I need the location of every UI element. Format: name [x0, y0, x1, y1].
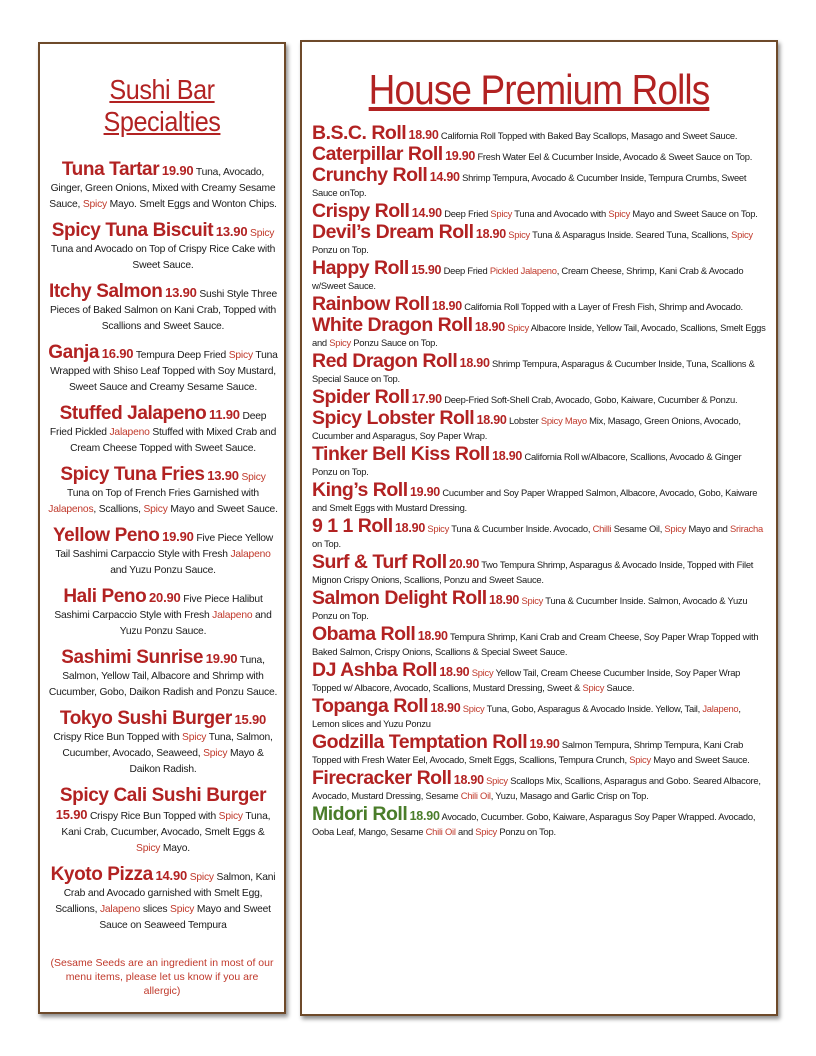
item-price: 19.90 [529, 737, 560, 751]
right-section-title: House Premium Rolls [368, 66, 710, 113]
item-description: Mayo and [686, 523, 730, 534]
item-name: Ganja [48, 342, 100, 363]
item-name: B.S.C. Roll [312, 122, 407, 144]
spicy-highlight: Spicy [490, 208, 513, 219]
spicy-highlight: Spicy [218, 811, 243, 822]
item-price: 19.90 [445, 149, 476, 163]
item-price: 15.90 [411, 263, 442, 277]
item-price: 20.90 [448, 557, 480, 571]
item-name: Hali Peno [63, 586, 147, 607]
spicy-highlight: Spicy [471, 667, 494, 678]
menu-item [312, 695, 768, 731]
item-description: Ponzu Sauce on Top. [350, 337, 438, 348]
item-description: Five Piece Halibut Sashimi Carpaccio Style with Fresh [54, 594, 263, 621]
item-price: 13.90 [207, 468, 239, 483]
item-name: Spider Roll [312, 386, 410, 408]
item-description: Tuna & Cucumber Inside. Avocado, [449, 523, 593, 534]
item-name: Happy Roll [312, 257, 409, 279]
right-menu-list [302, 122, 776, 839]
item-name: Sashimi Sunrise [61, 647, 204, 668]
item-name: Spicy Lobster Roll [312, 407, 475, 429]
menu-item [312, 386, 768, 408]
menu-item [48, 281, 278, 335]
spicy-highlight: Spicy [228, 350, 253, 361]
menu-item [312, 767, 768, 803]
item-name: King’s Roll [312, 479, 408, 501]
item-price: 19.90 [205, 651, 238, 666]
item-name: 9 1 1 Roll [312, 515, 393, 537]
item-name: Firecracker Roll [312, 767, 452, 789]
item-description: Mayo. [160, 843, 190, 854]
item-description: Scallops Mix, Scallions, Asparagus and Gobo. Seared Albacore, Avocado, Mustard Dressing, Sesame [312, 775, 761, 801]
item-description: Tuna, Salmon, Cucumber, Avocado, Seaweed, [62, 732, 273, 759]
menu-item [312, 587, 768, 623]
item-name: Kyoto Pizza [50, 864, 153, 885]
menu-item [48, 403, 278, 457]
item-price: 19.90 [409, 485, 440, 499]
spicy-highlight: Spicy [82, 199, 108, 210]
spicy-highlight: Spicy [664, 523, 687, 534]
item-description: Two Tempura Shrimp, Asparagus & Avocado Inside, Topped with Filet Mignon Crispy Onions, Scallions, Ponzu and Sweet Sauce. [312, 559, 754, 585]
item-price: 15.90 [234, 712, 267, 727]
item-description: Tuna, Salmon, Yellow Tail, Albacore and Shrimp with Cucumber, Gobo, Daikon Radish and Ponzu Sauce. [48, 655, 278, 698]
item-description: Tuna, Gobo, Asparagus & Avocado Inside. Yellow, Tail, [484, 703, 703, 714]
allergy-note: (Sesame Seeds are an ingredient in most of our menu items, please let us know if you are allergic) [50, 957, 274, 997]
spicy-highlight: Spicy [250, 228, 275, 239]
item-price: 18.90 [492, 449, 523, 463]
item-price: 18.90 [459, 356, 490, 370]
item-price: 13.90 [165, 285, 197, 300]
item-description: Sushi Style Three Pieces of Baked Salmon on Kani Crab, Topped with Scallions and Sweet Sauce. [49, 289, 278, 332]
menu-item [48, 785, 278, 857]
menu-item [312, 164, 768, 200]
item-description: Tuna & Asparagus Inside. Seared Tuna, Scallions, [529, 229, 732, 240]
menu-item [48, 864, 278, 934]
spicy-highlight: Chili Oil [425, 826, 456, 837]
spicy-highlight: Jalapeno [702, 703, 739, 714]
item-name: Godzilla Temptation Roll [312, 731, 528, 753]
item-price: 18.90 [453, 773, 484, 787]
menu-item [312, 479, 768, 515]
item-price: 18.90 [489, 593, 520, 607]
item-price: 18.90 [430, 701, 461, 715]
item-description: and Yuzu Ponzu Sauce. [110, 565, 216, 576]
item-description: Crispy Rice Bun Topped with [53, 732, 183, 743]
item-description: Mayo & Daikon Radish. [129, 748, 264, 775]
item-description: Sauce. [604, 682, 635, 693]
item-description: Mayo and Sweet Sauce on Top. [630, 208, 758, 219]
spicy-highlight: Spicy [486, 775, 508, 786]
item-name: Surf & Turf Roll [312, 551, 447, 573]
item-description: , Lemon slices and Yuzu Ponzu [312, 703, 741, 729]
item-description: Tuna and Avocado with [512, 208, 609, 219]
menu-item [312, 200, 768, 222]
spicy-highlight: Spicy [241, 472, 266, 483]
item-description: Mix, Masago, Green Onions, Avocado, Cucumber and Asparagus, Soy Paper Wrap. [312, 415, 741, 441]
item-price: 18.90 [431, 299, 462, 313]
item-description: Fresh Water Eel & Cucumber Inside, Avocado & Sweet Sauce on Top. [477, 151, 753, 162]
item-price: 18.90 [439, 665, 470, 679]
spicy-highlight: Chilli [592, 523, 612, 534]
item-description: Tempura Shrimp, Kani Crab and Cream Cheese, Soy Paper Wrap Topped with Baked Salmon, Crispy Onions, Scallions & Special Sweet Sauce. [312, 631, 759, 657]
item-description: Tuna, Avocado, Ginger, Green Onions, Mixed with Creamy Sesame Sauce, [49, 167, 276, 210]
menu-item [48, 586, 278, 640]
item-description: Avocado, Cucumber. Gobo, Kaiware, Asparagus Soy Paper Wrapped. Avocado, Ooba Leaf, Mango, Sesame [312, 811, 756, 837]
item-description: Albacore Inside, Yellow Tail, Avocado, Scallions, Smelt Eggs and [312, 322, 766, 348]
spicy-highlight: Jalapeno [109, 427, 150, 438]
item-name: Caterpillar Roll [312, 143, 443, 165]
spicy-highlight: Pickled Jalapeno [489, 265, 557, 276]
menu-item [48, 525, 278, 579]
item-description: Stuffed with Mixed Crab and Cream Cheese Topped with Sweet Sauce. [70, 427, 277, 454]
item-name: Tinker Bell Kiss Roll [312, 443, 490, 465]
item-description: Ponzu on Top. [312, 244, 369, 255]
menu-item [48, 159, 278, 213]
menu-item [48, 342, 278, 396]
spicy-highlight: Sriracha [730, 523, 763, 534]
menu-item [312, 314, 768, 350]
item-price: 18.90 [474, 320, 505, 334]
item-price: 19.90 [162, 529, 194, 544]
item-name: Tuna Tartar [61, 159, 160, 180]
item-description: slices [140, 904, 171, 915]
item-name: Stuffed Jalapeno [59, 403, 207, 424]
item-name: Spicy Cali Sushi Burger [59, 785, 267, 806]
spicy-highlight: Spicy [731, 229, 753, 240]
item-description: Tuna & Cucumber Inside. Salmon, Avocado & Yuzu Ponzu on Top. [312, 595, 748, 621]
item-description: and Yuzu Ponzu Sauce. [119, 610, 272, 637]
spicy-highlight: Jalapeno [230, 549, 271, 560]
item-price: 19.90 [161, 163, 194, 178]
item-price: 15.90 [55, 807, 88, 822]
spicy-highlight: Spicy [136, 843, 161, 854]
item-price: 18.90 [475, 227, 506, 241]
item-description: Tuna and Avocado on Top of Crispy Rice Cake with Sweet Sauce. [50, 244, 276, 271]
item-name: White Dragon Roll [312, 314, 473, 336]
menu-item [312, 551, 768, 587]
item-name: Crispy Roll [312, 200, 410, 222]
item-description: Deep-Fried Soft-Shell Crab, Avocado, Gobo, Kaiware, Cucumber & Ponzu. [444, 394, 738, 405]
menu-item [312, 257, 768, 293]
item-name: DJ Ashba Roll [312, 659, 437, 681]
menu-item [312, 803, 768, 839]
item-name: Midori Roll [312, 803, 408, 825]
item-description: Tuna Wrapped with Shiso Leaf Topped with Soy Mustard, Sweet Sauce and Creamy Sesame Sauce. [50, 350, 278, 393]
item-description: Salmon Tempura, Shrimp Tempura, Kani Crab Topped with Fresh Water Eel, Avocado, Smelt Eggs, Scallions, Tempura Crunch, [312, 739, 744, 765]
spicy-highlight: Chili Oil [460, 790, 491, 801]
item-name: Obama Roll [312, 623, 416, 645]
item-name: Tokyo Sushi Burger [59, 708, 232, 729]
item-price: 16.90 [101, 346, 134, 361]
item-description: California Roll Topped with Baked Bay Scallops, Masago and Sweet Sauce. [440, 130, 738, 141]
item-name: Spicy Tuna Fries [60, 464, 205, 485]
item-price: 20.90 [149, 590, 181, 605]
spicy-highlight: Spicy [462, 703, 485, 714]
menu-item [312, 659, 768, 695]
item-price: 13.90 [215, 224, 248, 239]
item-price: 14.90 [411, 206, 442, 220]
item-price: 17.90 [411, 392, 442, 406]
item-description: Deep Fried [443, 265, 490, 276]
item-description: Mayo and Sweet Sauce. [167, 504, 278, 515]
item-name: Yellow Peno [52, 525, 160, 546]
spicy-highlight: Spicy [507, 322, 529, 333]
left-section-title: Sushi Bar Specialties [103, 74, 221, 137]
menu-item [312, 221, 768, 257]
item-description: , Scallions, [93, 504, 144, 515]
menu-item [48, 220, 278, 274]
item-name: Itchy Salmon [48, 281, 163, 302]
spicy-highlight: Spicy [608, 208, 631, 219]
spicy-highlight: Jalapenos [48, 504, 94, 515]
menu-item [312, 143, 768, 165]
item-description: California Roll Topped with a Layer of Fresh Fish, Shrimp and Avocado. [464, 301, 743, 312]
item-name: Red Dragon Roll [312, 350, 458, 372]
menu-item [48, 647, 278, 701]
item-price: 11.90 [209, 407, 240, 422]
item-description: Salmon, Kani Crab and Avocado garnished with Smelt Egg, Scallions, [55, 872, 276, 915]
item-description: Deep Fried [444, 208, 491, 219]
item-price: 18.90 [476, 413, 507, 427]
menu-item [312, 293, 768, 315]
item-description: Ponzu on Top. [496, 826, 556, 837]
item-price: 18.90 [394, 521, 426, 535]
item-name: Salmon Delight Roll [312, 587, 487, 609]
item-description: Tuna on Top of French Fries Garnished with [67, 488, 259, 499]
spicy-highlight: Spicy [508, 229, 530, 240]
spicy-highlight: Spicy Mayo [540, 415, 587, 426]
menu-item [312, 443, 768, 479]
item-description: , Cream Cheese, Shrimp, Kani Crab & Avocado w/Sweet Sauce. [312, 265, 744, 291]
item-description: Shrimp Tempura, Asparagus & Cucumber Inside, Tuna, Scallions & Special Sauce on Top. [312, 358, 755, 384]
item-name: Rainbow Roll [312, 293, 430, 315]
item-name: Topanga Roll [312, 695, 429, 717]
spicy-highlight: Spicy [189, 872, 214, 883]
item-description: California Roll w/Albacore, Scallions, Avocado & Ginger Ponzu on Top. [312, 451, 742, 477]
item-price: 18.90 [408, 128, 439, 142]
menu-item [312, 350, 768, 386]
item-description: and [455, 826, 476, 837]
left-menu-list [40, 159, 284, 934]
spicy-highlight: Spicy [629, 754, 651, 765]
menu-item [312, 623, 768, 659]
menu-item [312, 731, 768, 767]
menu-item [48, 708, 278, 778]
item-description: Yellow Tail, Cream Cheese Cucumber Inside, Soy Paper Wrap Topped w/ Albacore, Avocado, Scallions, Mustard Dressing, Sweet & [312, 667, 741, 693]
item-description: Mayo. Smelt Eggs and Wonton Chips. [107, 199, 277, 210]
spicy-highlight: Spicy [170, 904, 195, 915]
item-description: Crispy Rice Bun Topped with [89, 811, 219, 822]
item-name: Crunchy Roll [312, 164, 428, 186]
item-description: Mayo and Sweet Sauce. [650, 754, 750, 765]
item-price: 14.90 [155, 868, 188, 883]
spicy-highlight: Jalapeno [99, 904, 141, 915]
item-description: Deep Fried Pickled [49, 411, 267, 438]
item-price: 18.90 [417, 629, 448, 643]
spicy-highlight: Spicy [427, 523, 450, 534]
spicy-highlight: Spicy [143, 504, 168, 515]
item-description: Tempura Deep Fried [135, 350, 229, 361]
spicy-highlight: Spicy [203, 748, 228, 759]
item-description: Shrimp Tempura, Avocado & Cucumber Inside, Tempura Crumbs, Sweet Sauce onTop. [312, 172, 747, 198]
item-price: 14.90 [429, 170, 460, 184]
spicy-highlight: Spicy [582, 682, 605, 693]
item-description: , Yuzu, Masago and Garlic Crisp on Top. [490, 790, 649, 801]
spicy-highlight: Spicy [475, 826, 497, 837]
menu-item [312, 122, 768, 144]
spicy-highlight: Spicy [182, 732, 207, 743]
item-name: Spicy Tuna Biscuit [51, 220, 214, 241]
item-description: Tuna, Kani Crab, Cucumber, Avocado, Smelt Eggs & [61, 811, 271, 838]
item-description: Mayo and Sweet Sauce on Seaweed Tempura [99, 904, 271, 931]
item-description: Sesame Oil, [611, 523, 665, 534]
item-description: Lobster [508, 415, 541, 426]
menu-item [312, 407, 768, 443]
item-description: Cucumber and Soy Paper Wrapped Salmon, Albacore, Avocado, Gobo, Kaiware and Smelt Eggs with Mustard Dressing. [312, 487, 758, 513]
spicy-highlight: Spicy [329, 337, 351, 348]
menu-item [48, 464, 278, 518]
sushi-bar-specialties-panel [38, 42, 286, 1014]
item-price: 18.90 [409, 809, 440, 823]
item-description: Five Piece Yellow Tail Sashimi Carpaccio Style with Fresh [55, 533, 274, 560]
item-description: on Top. [312, 538, 341, 549]
spicy-highlight: Jalapeno [212, 610, 253, 621]
item-name: Devil’s Dream Roll [312, 221, 474, 243]
house-premium-rolls-panel [300, 40, 778, 1016]
menu-item [312, 515, 768, 551]
spicy-highlight: Spicy [521, 595, 544, 606]
